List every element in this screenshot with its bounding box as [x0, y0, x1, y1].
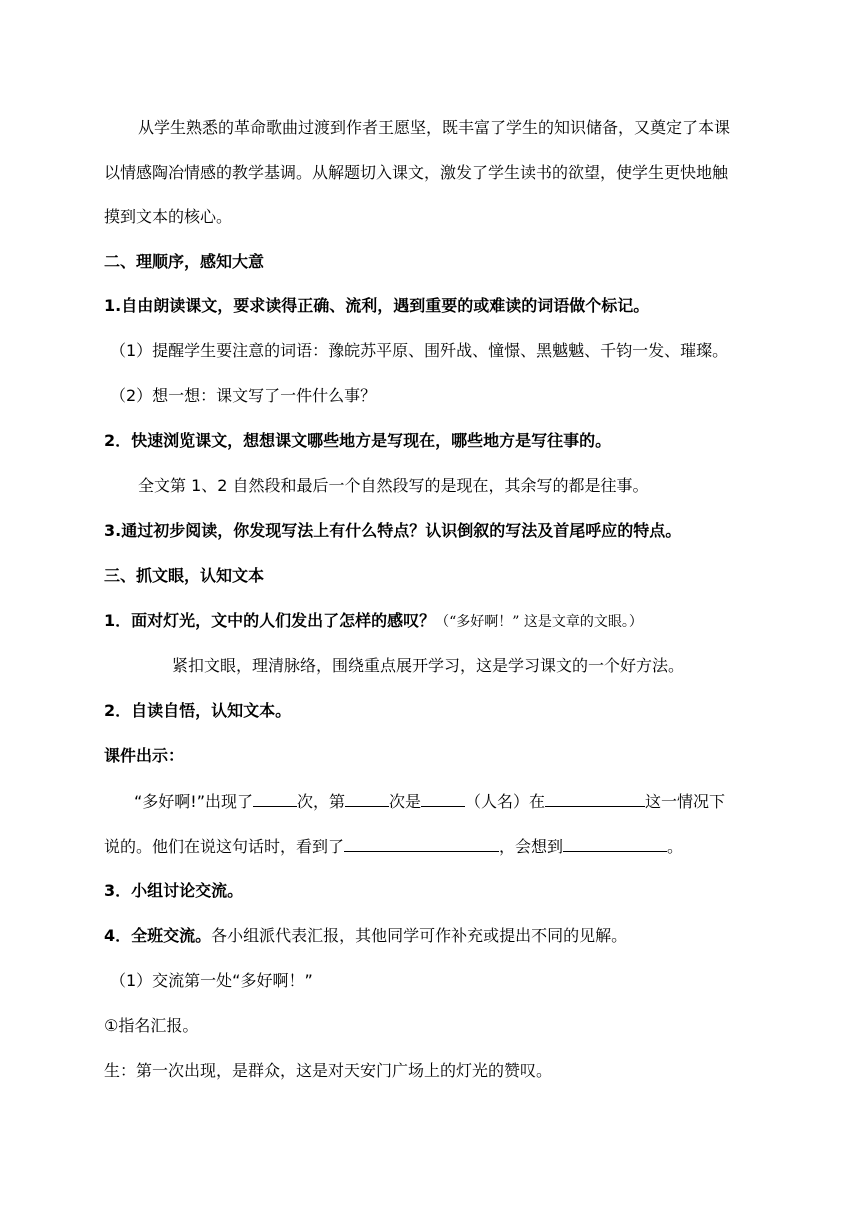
section-2-item-1: 1.自由朗读课文，要求读得正确、流利，遇到重要的或难读的词语做个标记。 — [104, 296, 650, 315]
section-2-item-2: 2．快速浏览课文，想想课文哪些地方是写现在，哪些地方是写往事的。 — [104, 431, 612, 450]
fill-in-line-2 — [104, 835, 683, 857]
blank-person-name — [421, 790, 465, 807]
section-3-item-1-comment: 紧扣文眼，理清脉络，围绕重点展开学习，这是学习课文的一个好方法。 — [172, 656, 685, 675]
courseware-label: 课件出示： — [104, 746, 185, 765]
fill-text-f: 说的。他们在说这句话时，看到了 — [104, 837, 345, 856]
section-2-sub-1: （1）提醒学生要注意的词语：豫皖苏平原、围歼战、憧憬、黑魆魆、千钧一发、璀璨。 — [110, 341, 729, 360]
section-3-item-3: 3．小组讨论交流。 — [104, 881, 244, 900]
intro-line-1: 从学生熟悉的革命歌曲过渡到作者王愿坚，既丰富了学生的知识储备，又奠定了本课 — [138, 118, 731, 137]
fill-text-e: 这一情况下 — [645, 792, 726, 811]
section-3-step-1: ①指名汇报。 — [104, 1016, 199, 1035]
blank-ordinal — [345, 790, 389, 807]
blank-saw — [344, 835, 499, 852]
intro-line-2: 以情感陶冶情感的教学基调。从解题切入课文，激发了学生读书的欲望，使学生更快地触 — [104, 163, 729, 182]
student-answer: 生：第一次出现，是群众，这是对天安门广场上的灯光的赞叹。 — [104, 1061, 553, 1080]
intro-line-3: 摸到文本的核心。 — [104, 207, 233, 226]
fill-in-line-1 — [134, 790, 725, 812]
blank-count — [253, 790, 297, 807]
blank-thought — [563, 835, 667, 852]
section-2-sub-2: （2）想一想：课文写了一件什么事？ — [110, 386, 377, 405]
fill-text-a: “多好啊!”出现了 — [134, 792, 253, 811]
section-3-item-1 — [104, 610, 643, 632]
section-3-item-4 — [104, 925, 627, 947]
section-2-item-3: 3.通过初步阅读，你发现写法上有什么特点？认识倒叙的写法及首尾呼应的特点。 — [104, 521, 682, 540]
section-3-heading: 三、抓文眼，认知文本 — [104, 566, 265, 585]
section-3-sub-1: （1）交流第一处“多好啊！” — [110, 971, 313, 990]
fill-text-d: （人名）在 — [465, 792, 546, 811]
section-3-item-1-question: 1．面对灯光，文中的人们发出了怎样的感叹？ — [104, 611, 436, 630]
section-2-item-2-answer: 全文第 1、2 自然段和最后一个自然段写的是现在，其余写的都是往事。 — [138, 476, 649, 495]
section-3-item-4-label: 4．全班交流。 — [104, 926, 212, 945]
section-3-item-2: 2．自读自悟，认知文本。 — [104, 701, 292, 720]
fill-text-b: 次，第 — [297, 792, 346, 811]
section-3-item-1-note: （“多好啊！” 这是文章的文眼。） — [435, 614, 643, 630]
fill-text-g: ，会想到 — [499, 837, 564, 856]
fill-text-h: 。 — [667, 837, 684, 856]
blank-situation — [545, 790, 645, 807]
fill-text-c: 次是 — [389, 792, 422, 811]
section-2-heading: 二、理顺序，感知大意 — [104, 252, 265, 271]
section-3-item-4-text: 各小组派代表汇报，其他同学可作补充或提出不同的见解。 — [211, 926, 628, 945]
